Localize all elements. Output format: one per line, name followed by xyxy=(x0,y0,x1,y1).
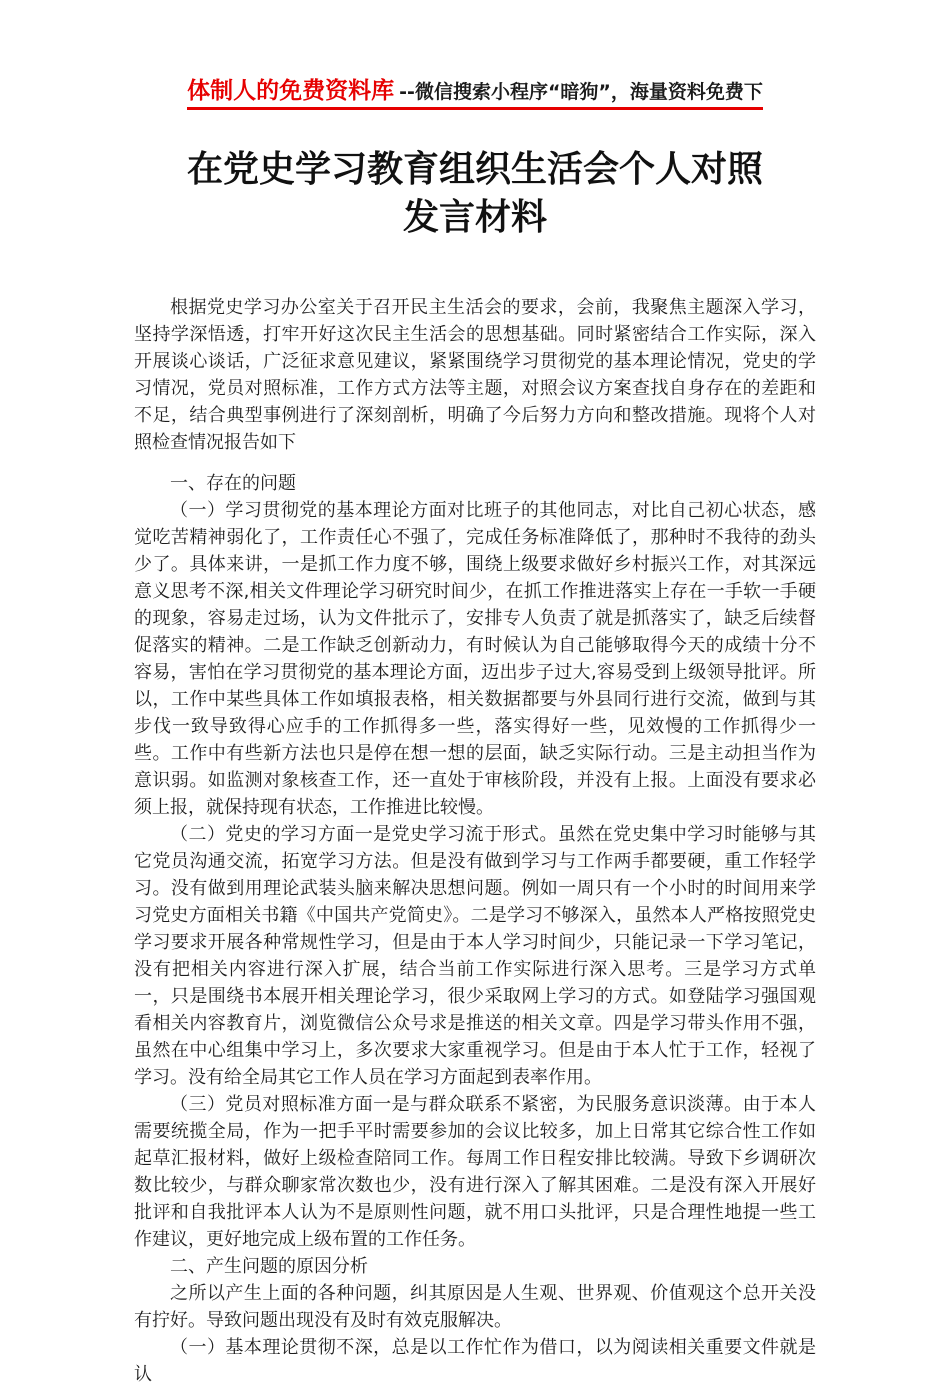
paragraph-problem-1: （一）学习贯彻党的基本理论方面对比班子的其他同志，对比自己初心状态，感觉吃苦精神弱化了，工作责任心不强了，完成任务标准降低了，那种时不我待的劲头少了。具体来讲，一是抓工作力度不够，围绕上级要求做好乡村振兴工作，对其深远意义思考不深,相关文件理论学习研究时间少，在抓工作推进落实上存在一手软一手硬的现象，容易走过场，认为文件批示了，安排专人负责了就是抓落实了，缺乏后续督促落实的精神。二是工作缺乏创新动力，有时候认为自己能够取得今天的成绩十分不容易，害怕在学习贯彻党的基本理论方面，迈出步子过大,容易受到上级领导批评。所以，工作中某些具体工作如填报表格，相关数据都要与外县同行进行交流，做到与其步伐一致导致得心应手的工作抓得多一些，落实得好一些，见效慢的工作抓得少一些。工作中有些新方法也只是停在想一想的层面，缺乏实际行动。三是主动担当作为意识弱。如监测对象核查工作，还一直处于审核阶段，并没有上报。上面没有要求必须上报，就保持现有状态，工作推进比较慢。 xyxy=(134,500,816,818)
paragraph-problem-2: （二）党史的学习方面一是党史学习流于形式。虽然在党史集中学习时能够与其它党员沟通交流，拓宽学习方法。但是没有做到学习与工作两手都要硬，重工作轻学习。没有做到用理论武装头脑来解决思想问题。例如一周只有一个小时的时间用来学习党史方面相关书籍《中国共产党简史》。二是学习不够深入，虽然本人严格按照党史学习要求开展各种常规性学习，但是由于本人学习时间少，只能记录一下学习笔记，没有把相关内容进行深入扩展，结合当前工作实际进行深入思考。三是学习方式单一，只是围绕书本展开相关理论学习，很少采取网上学习的方式。如登陆学习强国观看相关内容教育片，浏览微信公众号求是推送的相关文章。四是学习带头作用不强，虽然在中心组集中学习上，多次要求大家重视学习。但是由于本人忙于工作，轻视了学习。没有给全局其它工作人员在学习方面起到表率作用。 xyxy=(134,824,816,1088)
paragraph-intro: 根据党史学习办公室关于召开民主生活会的要求，会前，我聚焦主题深入学习，坚持学深悟透，打牢开好这次民主生活会的思想基础。同时紧密结合工作实际，深入开展谈心谈话，广泛征求意见建议，紧紧围绕学习贯彻党的基本理论情况，党史的学习情况，党员对照标准，工作方式方法等主题，对照会议方案查找自身存在的差距和不足，结合典型事例进行了深刻剖析，明确了今后努力方向和整改措施。现将个人对照检查情况报告如下 xyxy=(134,297,816,453)
section-heading-cause-analysis: 二、产生问题的原因分析 xyxy=(170,1256,368,1277)
promo-banner xyxy=(0,72,950,110)
paragraph-cause-intro: 之所以产生上面的各种问题，纠其原因是人生观、世界观、价值观这个总开关没有拧好。导致问题出现没有及时有效克服解决。 xyxy=(134,1283,816,1331)
paragraph-problem-3: （三）党员对照标准方面一是与群众联系不紧密，为民服务意识淡薄。由于本人需要统揽全局，作为一把手平时需要参加的会议比较多，加上日常其它综合性工作如起草汇报材料，做好上级检查陪同工作。每周工作日程安排比较满。导致下乡调研次数比较少，与群众聊家常次数也少，没有进行深入了解其困难。二是没有深入开展好批评和自我批评本人认为不是原则性问题，就不用口头批评，只是合理性地提一些工作建议，更好地完成上级布置的工作任务。 xyxy=(134,1094,816,1250)
promo-tagline-text: --微信搜索小程序“暗狗”，海量资料免费下 xyxy=(399,81,763,103)
document-body xyxy=(0,294,950,1388)
document-title: 在党史学习教育组织生活会个人对照发言材料 xyxy=(186,149,763,238)
paragraph-cause-1: （一）基本理论贯彻不深，总是以工作忙作为借口，以为阅读相关重要文件就是认 xyxy=(134,1337,816,1385)
section-heading-problems: 一、存在的问题 xyxy=(170,473,296,494)
promo-brand-text: 体制人的免费资料库 xyxy=(187,78,395,104)
promo-underline xyxy=(187,72,763,110)
